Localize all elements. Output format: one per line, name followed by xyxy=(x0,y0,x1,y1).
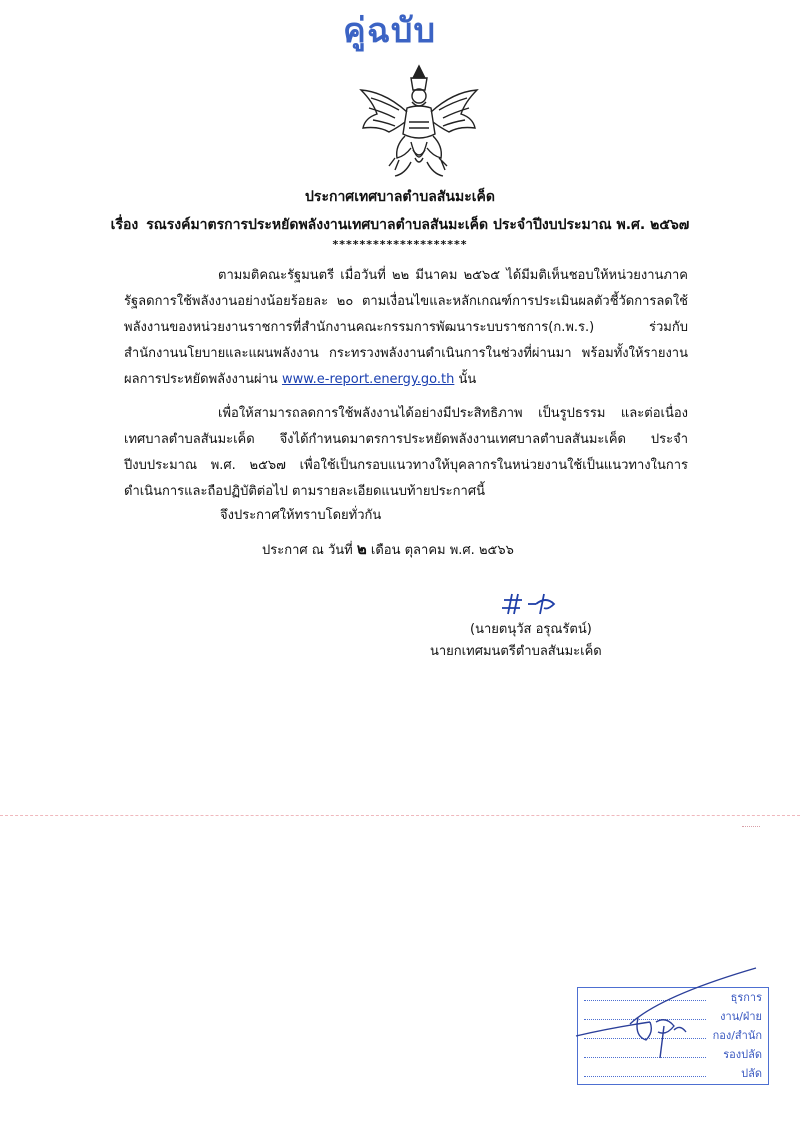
date-suffix: เดือน ตุลาคม พ.ศ. ๒๕๖๖ xyxy=(370,543,514,558)
routing-item: กอง/สำนัก xyxy=(578,1026,766,1042)
subject-label: เรื่อง xyxy=(110,217,139,233)
signature-mark xyxy=(488,588,578,618)
routing-item: ปลัด xyxy=(578,1064,766,1080)
routing-item: งาน/ฝ่าย xyxy=(578,1007,766,1023)
page-divider xyxy=(0,815,800,816)
page-mark xyxy=(742,826,760,829)
signatory-name: (นายตนุวัส อรุณรัตน์) xyxy=(470,622,592,637)
paragraph-2: เพื่อให้สามารถลดการใช้พลังงานได้อย่างมีประสิทธิภาพ เป็นรูปธรรม และต่อเนื่อง เทศบาลตำบลสันมะเค็ด จึงได้กำหนดมาตรการประหยัดพลังงานเทศบาลตำบลสันมะเค็ด ประจำปีงบประมาณ พ.ศ. ๒๕๖๗ เพื่อใช้เป็นกรอบแนวทางให้บุคลากรในหน่วยงานใช้เป็นแนวทางในการดำเนินการและถือปฏิบัติต่อไป ตามรายละเอียดแนบท้ายประกาศนี้ xyxy=(124,406,688,499)
title-separator: ******************** xyxy=(332,238,468,251)
garuda-emblem-icon xyxy=(355,62,483,180)
paragraph-1-end: นั้น xyxy=(458,372,477,387)
date-day: ๒ xyxy=(356,540,367,558)
document-subject xyxy=(0,214,800,236)
date-line xyxy=(262,537,514,561)
document-title: ประกาศเทศบาลตำบลสันมะเค็ด xyxy=(305,189,495,205)
routing-item: รองปลัด xyxy=(578,1045,766,1061)
routing-stamp xyxy=(577,987,769,1085)
paragraph-1 xyxy=(124,263,688,393)
energy-report-link[interactable]: www.e-report.energy.go.th xyxy=(281,372,455,387)
paragraph-1-text: ตามมติคณะรัฐมนตรี เมื่อวันที่ ๒๒ มีนาคม ๒๕๖๕ ได้มีมติเห็นชอบให้หน่วยงานภาครัฐลดการใช้พลังงานอย่างน้อยร้อยละ ๒๐ ตามเงื่อนไขและหลักเกณฑ์การประเมินผลตัวชี้วัดการลดใช้พลังงานของหน่วยงานราชการที่สำนักงานคณะกรรมการพัฒนาระบบราชการ(ก.พ.ร.) ร่วมกับสำนักงานนโยบายและแผนพลังงาน กระทรวงพลังงานดำเนินการในช่วงที่ผ่านมา พร้อมทั้งให้รายงานผลการประหยัดพลังงานผ่าน xyxy=(124,268,688,387)
subject-text: รณรงค์มาตรการประหยัดพลังงานเทศบาลตำบลสันมะเค็ด ประจำปีงบประมาณ พ.ศ. ๒๕๖๗ xyxy=(146,217,690,233)
routing-item: ธุรการ xyxy=(578,988,766,1004)
copy-stamp: คู่ฉบับ xyxy=(343,11,437,51)
date-prefix: ประกาศ ณ วันที่ xyxy=(262,543,353,558)
announcement-line: จึงประกาศให้ทราบโดยทั่วกัน xyxy=(220,508,382,523)
signatory-position: นายกเทศมนตรีตำบลสันมะเค็ด xyxy=(430,644,602,659)
